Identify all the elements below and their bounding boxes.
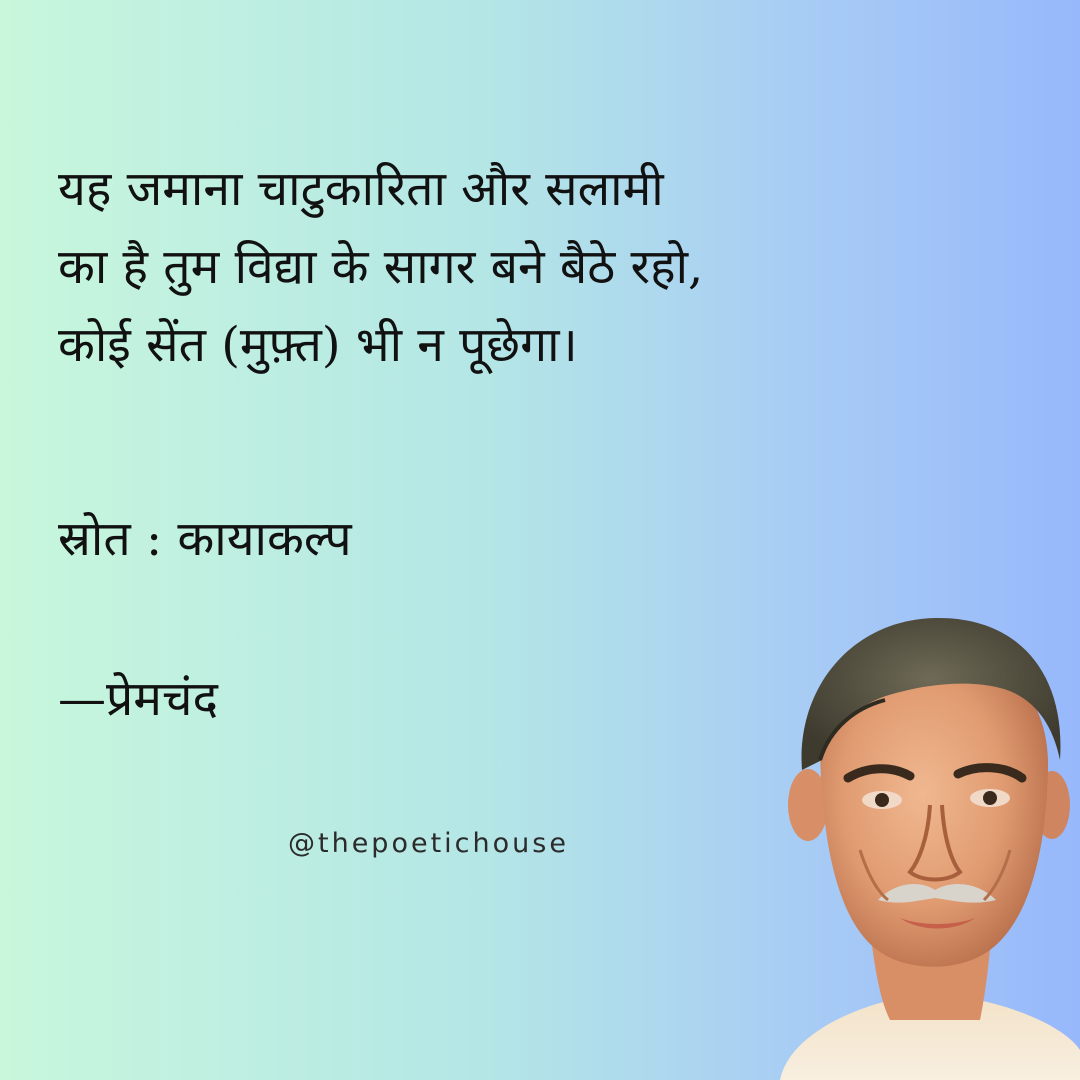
quote-line-2: का है तुम विद्या के सागर बने बैठे रहो,: [58, 239, 704, 295]
author-name: —प्रेमचंद: [58, 671, 218, 727]
author-portrait-icon: [760, 600, 1080, 1080]
social-handle: @thepoetichouse: [288, 828, 569, 859]
quote-line-1: यह जमाना चाटुकारिता और सलामी: [58, 161, 664, 217]
source-line: स्रोत : कायाकल्प: [58, 511, 352, 567]
quote-line-3: कोई सेंत (मुफ़्त) भी न पूछेगा।: [58, 317, 578, 373]
quote-text: [58, 150, 703, 384]
